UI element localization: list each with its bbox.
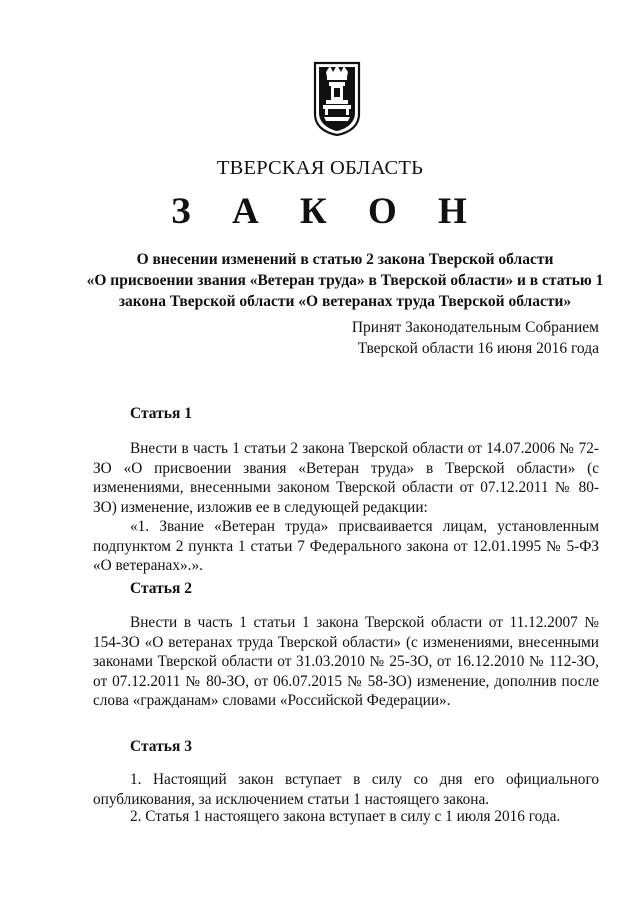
article-3-title: Статья 3 (130, 738, 192, 755)
article-1-paragraph: Внести в часть 1 статьи 2 закона Тверской области от 14.07.2006 № 72-ЗО «О присвоении звания «Ветеран труда» в Тверской области» (с изменениями, внесенными законом Тверской области от 07.12.2011 № 80-ЗО) изменение, изложив ее в следующей редакции: (93, 440, 599, 516)
subject-line: закона Тверской области «О ветеранах труда Тверской области» (118, 293, 572, 310)
article-1-title: Статья 1 (130, 405, 192, 422)
subject-line: «О присвоении звания «Ветеран труда» в Тверской области» и в статью 1 (86, 272, 604, 289)
document-type-title: З А К О Н (171, 191, 483, 232)
article-2-paragraph: Внести в часть 1 статьи 1 закона Тверской области от 11.12.2007 № 154-ЗО «О ветеранах труда Тверской области» (с изменениями, внесенными законами Тверской области от 31.03.2010 № 25-ЗО, от 16.12.2010 № 112-ЗО, от 07.12.2011 № 80-ЗО, от 06.07.2015 № 58-ЗО) изменение, дополнив после слова «гражданам» словами «Российской Федерации». (93, 614, 599, 709)
adoption-line: Принят Законодательным Собранием (351, 319, 599, 336)
region-title: ТВЕРСКАЯ ОБЛАСТЬ (216, 157, 424, 179)
article-2-title: Статья 2 (130, 580, 192, 597)
article-3-paragraph: 1. Настоящий закон вступает в силу со дня его официального опубликования, за исключением статьи 1 настоящего закона. (93, 771, 599, 808)
adoption-line: Тверской области 16 июня 2016 года (357, 340, 599, 357)
coat-of-arms-icon (312, 60, 362, 136)
law-subject (80, 249, 610, 312)
subject-line: О внесении изменений в статью 2 закона Тверской области (136, 251, 554, 268)
article-1-paragraph: «1. Звание «Ветеран труда» присваивается лицам, установленным подпунктом 2 пункта 1 статьи 7 Федерального закона от 12.01.1995 № 5-ФЗ «О ветеранах».». (93, 518, 599, 574)
adoption-note (352, 317, 599, 359)
article-3-paragraph: 2. Статья 1 настоящего закона вступает в силу с 1 июля 2016 года. (130, 808, 561, 825)
